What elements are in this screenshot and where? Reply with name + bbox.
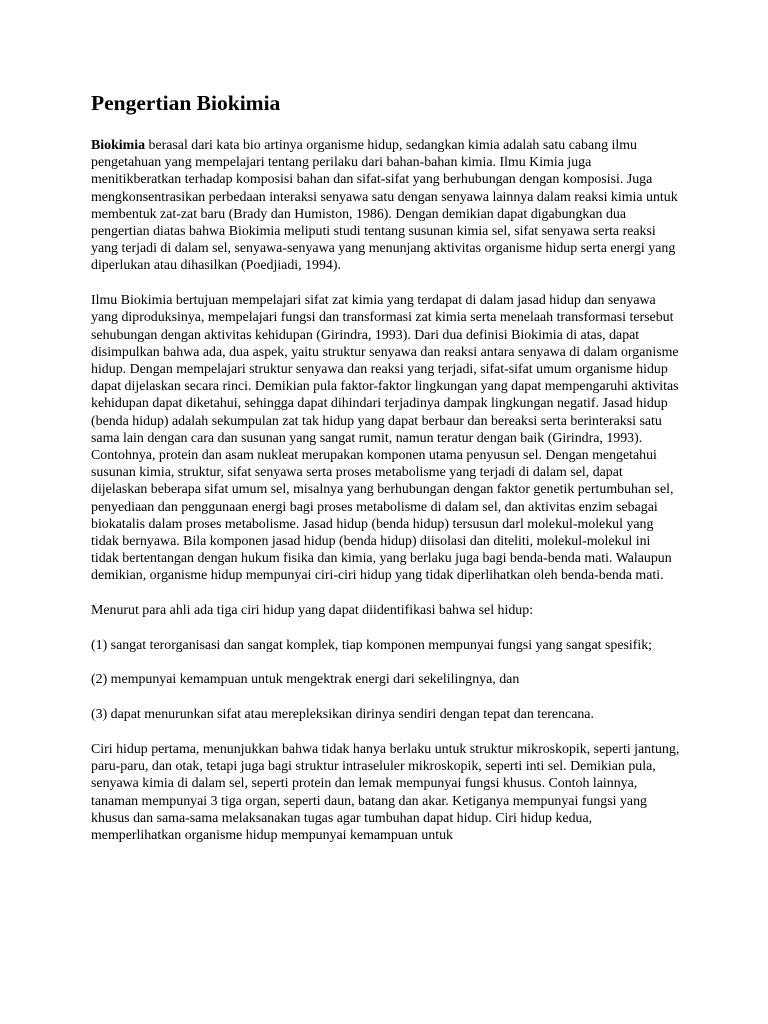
paragraph-text: berasal dari kata bio artinya organisme hidup, sedangkan kimia adalah satu cabang ilmu pengetahuan yang mempelajari tentang perilaku dari bahan-bahan kimia. Ilmu Kimia juga menitikberatkan terhadap komposisi bahan dan sifat-sifat yang berhubungan dengan komposisi. Juga mengkonsentrasikan perbedaan interaksi senyawa satu dengan senyawa lainnya dalam reaksi kimia untuk membentuk zat-zat baru (Brady dan Humiston, 1986). Dengan demikian dapat digabungkan dua pengertian diatas bahwa Biokimia meliputi studi tentang susunan kimia sel, sifat senyawa serta reaksi yang terjadi di dalam sel, senyawa-senyawa yang menunjang aktivitas organisme hidup serta energi yang diperlukan atau dihasilkan (Poedjiadi, 1994).	[91, 138, 678, 274]
list-item-1: (1) sangat terorganisasi dan sangat komplek, tiap komponen mempunyai fungsi yang sangat spesifik;	[91, 637, 653, 653]
paragraph-intro-list: Menurut para ahli ada tiga ciri hidup yang dapat diidentifikasi bahwa sel hidup:	[91, 603, 534, 619]
paragraph-first-trait: Ciri hidup pertama, menunjukkan bahwa tidak hanya berlaku untuk struktur mikroskopik, seperti jantung, paru-paru, dan otak, tetapi juga bagi struktur intraseluler mikroskopik, seperti inti sel. Demikian pula, senyawa kimia di dalam sel, seperti protein dan lemak mempunyai fungsi khusus. Contoh lainnya, tanaman mempunyai 3 tiga organ, seperti daun, batang dan akar. Ketiganya mempunyai fungsi yang khusus dan sama-sama melaksanakan tugas agar tumbuhan dapat hidup. Ciri hidup kedua, memperlihatkan organisme hidup mempunyai kemampuan untuk	[91, 741, 680, 843]
page-title: Pengertian Biokimia	[91, 91, 281, 115]
paragraph-purpose: Ilmu Biokimia bertujuan mempelajari sifat zat kimia yang terdapat di dalam jasad hidup dan senyawa yang diproduksinya, mempelajari fungsi dan transformasi zat kimia serta menelaah transformasi tersebut sehubungan dengan aktivitas kehidupan (Girindra, 1993). Dari dua definisi Biokimia di atas, dapat disimpulkan bahwa ada, dua aspek, yaitu struktur senyawa dan reaksi antara senyawa di dalam organisme hidup. Dengan mempelajari struktur senyawa dan reaksi yang terjadi, sifat-sifat umum organisme hidup dapat dijelaskan secara rinci. Demikian pula faktor-faktor lingkungan yang dapat mempengaruhi aktivitas kehidupan dapat diketahui, sehingga dapat dihindari terjadinya dampak lingkungan negatif. Jasad hidup (benda hidup) adalah sekumpulan zat tak hidup yang dapat berbaur dan bereaksi serta berinteraksi satu sama lain dengan cara dan susunan yang sangat rumit, namun teratur dengan baik (Girindra, 1993). Contohnya, protein dan asam nukleat merupakan komponen utama penyusun sel. Dengan mengetahui susunan kimia, struktur, sifat senyawa serta proses metabolisme yang terjadi di dalam sel, dapat dijelaskan beberapa sifat umum sel, misalnya yang berhubungan dengan faktor genetik pertumbuhan sel, penyediaan dan penggunaan energi bagi proses metabolisme di dalam sel, dan aktivitas enzim sebagai biokatalis dalam proses metabolisme. Jasad hidup (benda hidup) tersusun darl molekul-molekul yang tidak bernyawa. Bila komponen jasad hidup (benda hidup) diisolasi dan diteliti, molekul-molekul ini tidak bertentangan dengan hukum fisika dan kimia, yang berlaku juga bagi benda-benda mati. Walaupun demikian, organisme hidup mempunyai ciri-ciri hidup yang tidak diperlihatkan oleh benda-benda mati.	[91, 293, 679, 584]
list-item-3: (3) dapat menurunkan sifat atau merepleksikan dirinya sendiri dengan tepat dan terencana.	[91, 707, 594, 723]
list-item-2: (2) mempunyai kemampuan untuk mengektrak energi dari sekelilingnya, dan	[91, 672, 520, 688]
bold-term: Biokimia	[91, 138, 146, 153]
document-body	[91, 90, 681, 862]
paragraph-definition	[91, 137, 681, 275]
